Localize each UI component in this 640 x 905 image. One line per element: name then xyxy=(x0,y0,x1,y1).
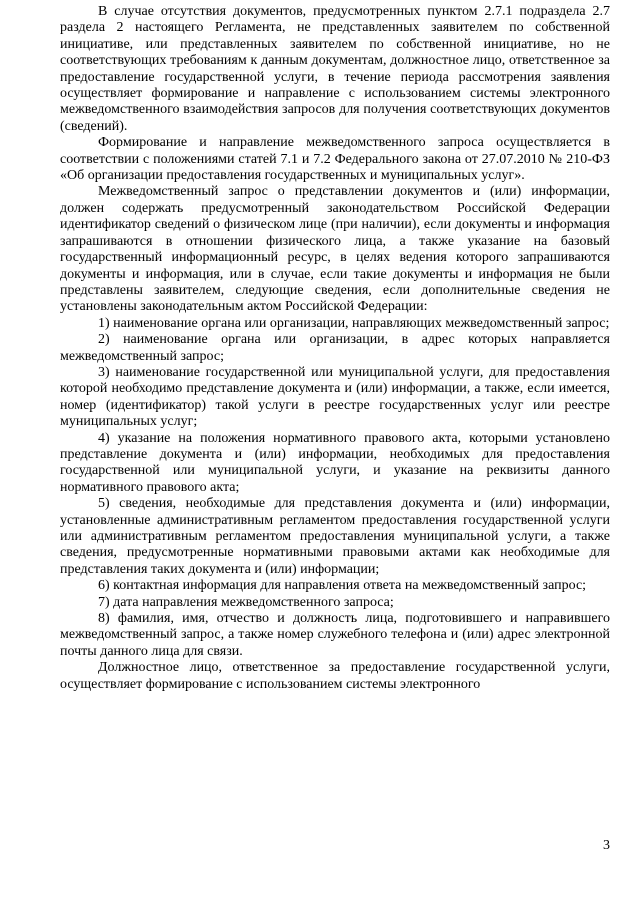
document-body xyxy=(60,4,610,693)
list-item-8: 8) фамилия, имя, отчество и должность лица, подготовившего и направившего межведомственный запрос, а также номер служебного телефона и (или) адрес электронной почты данного лица для связи. xyxy=(60,611,610,659)
page-number: 3 xyxy=(603,838,610,853)
paragraph-request-formation: Формирование и направление межведомственного запроса осуществляется в соответствии с положениями статей 7.1 и 7.2 Федерального закона от 27.07.2010 № 210-ФЗ «Об организации предоставления государственных и муниципальных услуг». xyxy=(60,135,610,184)
list-item-3: 3) наименование государственной или муниципальной услуги, для предоставления которой необходимо представление документа и (или) информации, а также, если имеется, номер (идентификатор) такой услуги в реестре государственных услуг или реестре муниципальных услуг; xyxy=(60,364,610,430)
list-item-1: 1) наименование органа или организации, направляющих межведомственный запрос; xyxy=(98,315,610,331)
paragraph-missing-documents: В случае отсутствия документов, предусмотренных пунктом 2.7.1 подраздела 2.7 раздела 2 настоящего Регламента, не представленных заявителем по собственной инициативе, или представленных заявителем по собственной инициативе, но не соответствующих требованиям к данным документам, должностное лицо, ответственное за предоставление государственной услуги, в течение периода рассмотрения заявления осуществляет формирование и направление с использованием системы электронного межведомственного взаимодействия запросов для получения соответствующих документов (сведений). xyxy=(60,4,610,134)
list-item-6: 6) контактная информация для направления ответа на межведомственный запрос; xyxy=(98,578,587,594)
paragraph-request-content: Межведомственный запрос о представлении документов и (или) информации, должен содержать предусмотренный законодательством Российской Федерации идентификатор сведений о физическом лице (при наличии), если документы и информация запрашиваются в отношении физического лица, а также указание на базовый государственный информационный ресурс, в целях ведения которого запрашиваются документы и информация, или в случае, если такие документы и информация не были представлены заявителем, следующие сведения, если дополнительные сведения не установлены законодательным актом Российской Федерации: xyxy=(60,184,610,315)
list-item-7: 7) дата направления межведомственного запроса; xyxy=(98,594,394,610)
paragraph-responsible-official: Должностное лицо, ответственное за предоставление государственной услуги, осуществляет формирование с использованием системы электронного xyxy=(60,660,610,692)
list-item-2: 2) наименование органа или организации, в адрес которых направляется межведомственный запрос; xyxy=(60,332,610,364)
list-item-5: 5) сведения, необходимые для представления документа и (или) информации, установленные административным регламентом предоставления государственной услуги или административным регламентом предоставления муниципальной услуги, а также сведения, предусмотренные нормативными правовыми актами как необходимые для представления таких документа и (или) информации; xyxy=(60,496,610,577)
list-item-4: 4) указание на положения нормативного правового акта, которыми установлено представление документа и (или) информации, необходимых для предоставления государственной или муниципальной услуги, и указание на реквизиты данного нормативного правового акта; xyxy=(60,430,610,495)
